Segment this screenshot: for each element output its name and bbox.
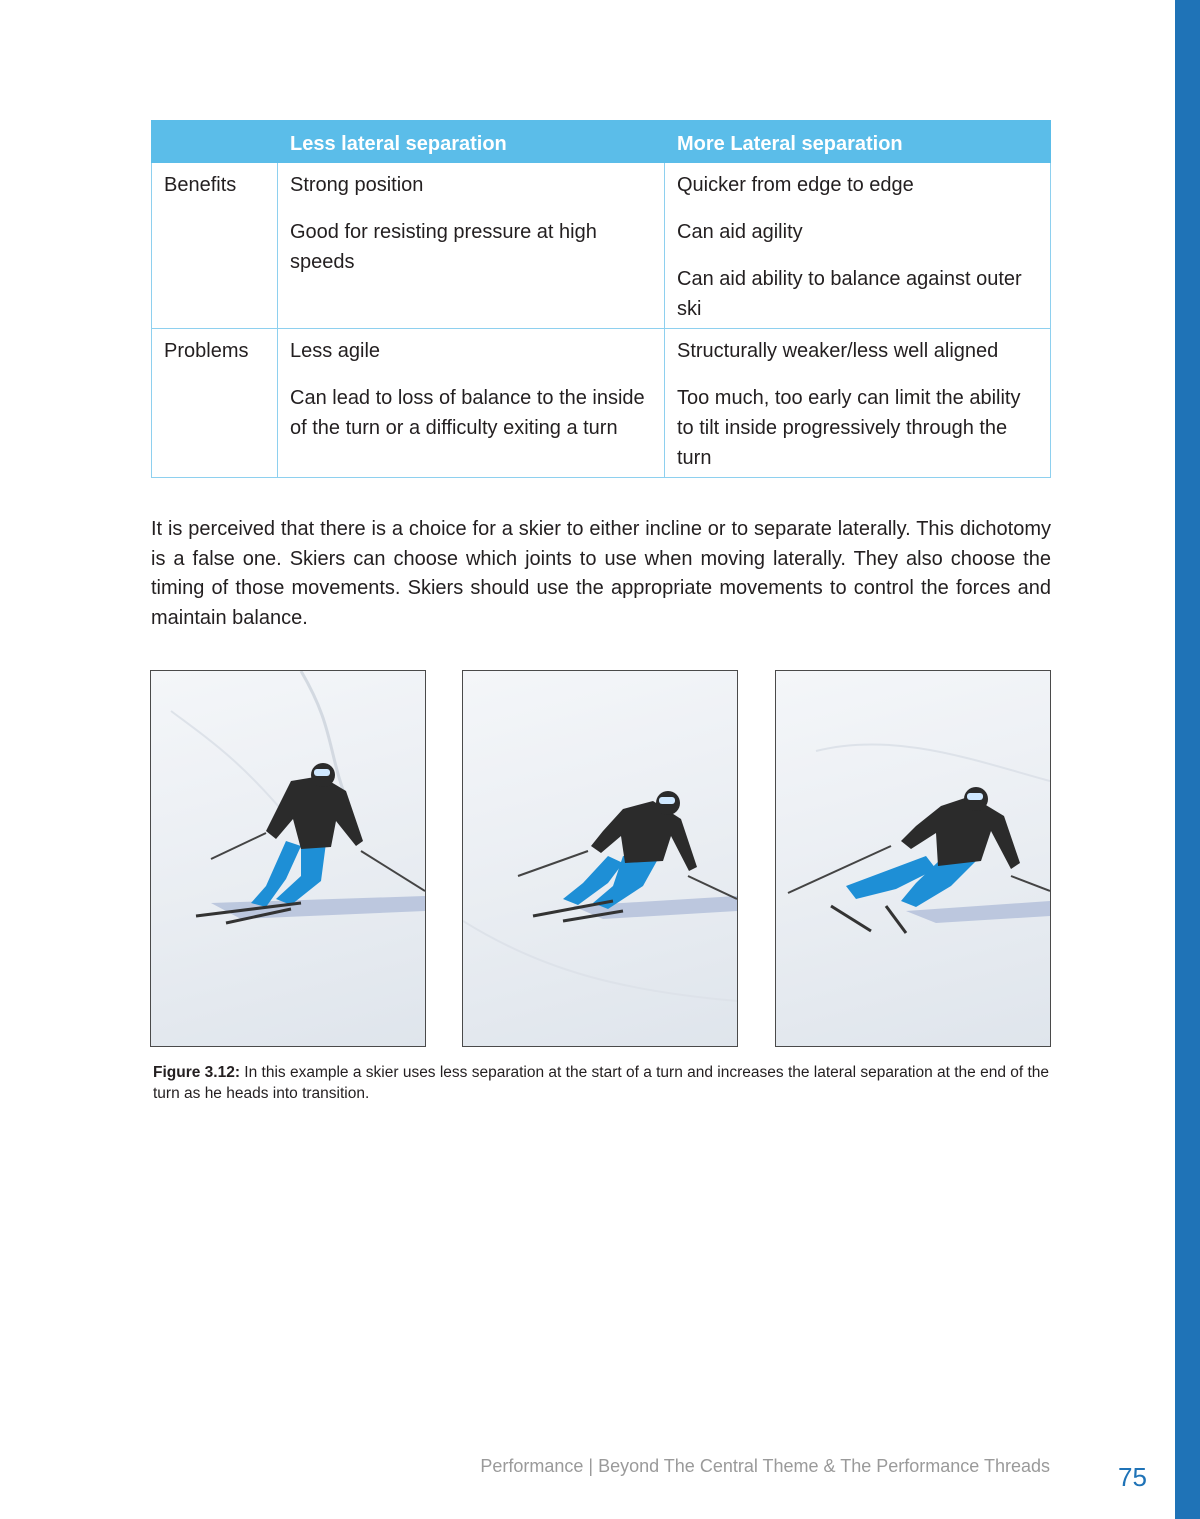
row-label-benefits: Benefits xyxy=(152,163,278,329)
cell-text: Structurally weaker/less well aligned xyxy=(677,340,999,362)
caption-label: Figure 3.12: xyxy=(153,1064,240,1081)
figure-caption xyxy=(153,1062,1053,1104)
cell-text: Can aid agility xyxy=(677,221,803,243)
cell-text: Quicker from edge to edge xyxy=(677,174,914,196)
page-number: 75 xyxy=(1118,1462,1147,1492)
cell-text: Can aid ability to balance against outer ski xyxy=(677,268,1022,320)
table-header-row xyxy=(152,121,1051,163)
cell-text: Good for resisting pressure at high speeds xyxy=(290,221,597,273)
cell-text: Too much, too early can limit the ability to tilt inside progressively through the turn xyxy=(677,387,1021,469)
cell-text: Can lead to loss of balance to the inside of the turn or a difficulty exiting a turn xyxy=(290,387,645,439)
table-row-benefits xyxy=(152,163,1051,329)
benefits-more-cell xyxy=(665,163,1051,329)
footer-title: Performance | Beyond The Central Theme & The Performance Threads xyxy=(480,1456,1050,1476)
cell-text: Less agile xyxy=(290,340,381,362)
page-side-bar xyxy=(1175,0,1200,1519)
problems-less-cell xyxy=(278,329,665,478)
table-row-problems xyxy=(152,329,1051,478)
separation-comparison-table xyxy=(151,120,1051,478)
header-less-separation: Less lateral separation xyxy=(278,121,665,163)
header-empty xyxy=(152,121,278,163)
header-more-separation: More Lateral separation xyxy=(665,121,1051,163)
problems-more-cell xyxy=(665,329,1051,478)
caption-text: In this example a skier uses less separation at the start of a turn and increases the lateral separation at the end of the turn as he heads into transition. xyxy=(153,1064,1050,1102)
skier-photo-2 xyxy=(462,670,738,1047)
skier-photo-3 xyxy=(775,670,1051,1047)
body-paragraph: It is perceived that there is a choice for a skier to either incline or to separate laterally. This dichotomy is a false one. Skiers can choose which joints to use when moving laterally. They also choose the timing of those movements. Skiers should use the appropriate movements to control the forces and maintain balance. xyxy=(151,518,1051,629)
benefits-less-cell xyxy=(278,163,665,329)
skier-photo-1 xyxy=(150,670,426,1047)
cell-text: Strong position xyxy=(290,174,424,196)
row-label-problems: Problems xyxy=(152,329,278,478)
